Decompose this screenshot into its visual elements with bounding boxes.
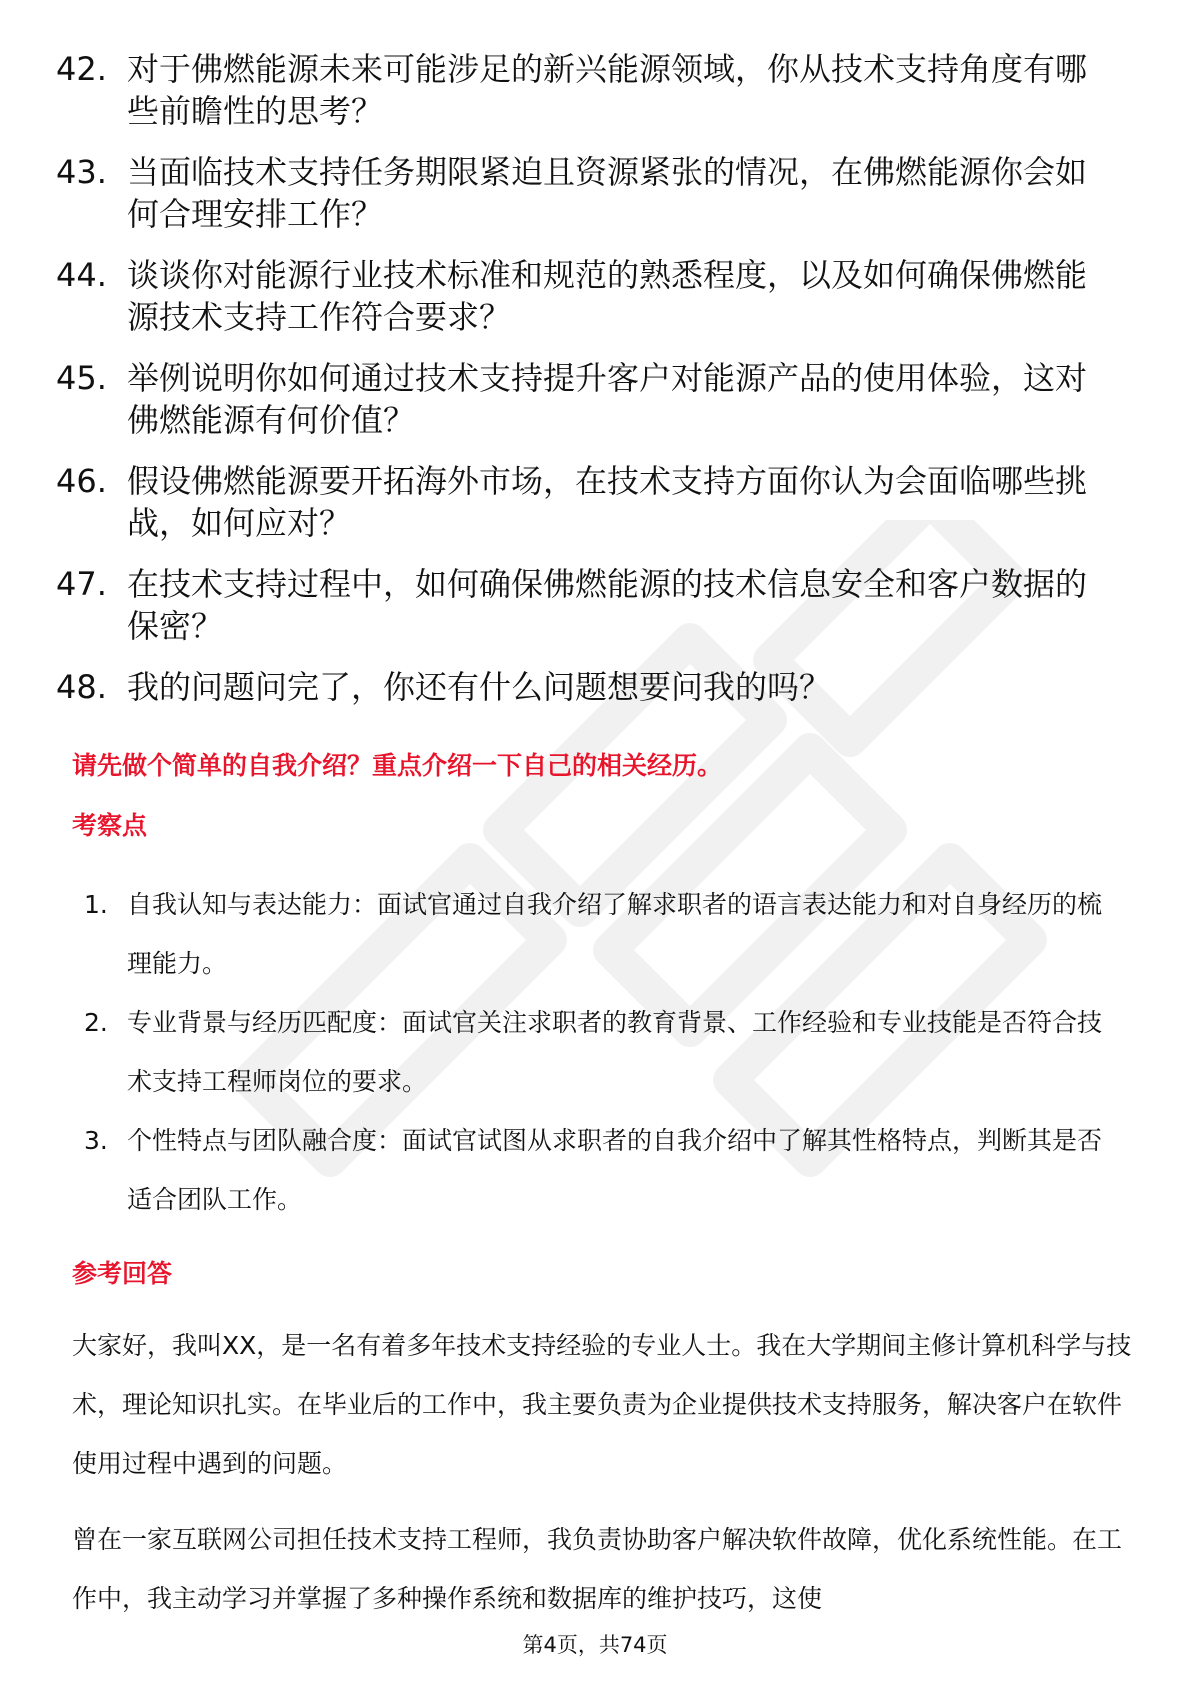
focus-heading: 考察点 (72, 811, 148, 840)
focus-point (0, 993, 1190, 1111)
question-number: 43. (56, 153, 107, 191)
question-item (0, 254, 1190, 338)
question-number: 46. (56, 462, 107, 500)
focus-point-list (0, 875, 1190, 1229)
question-text: 对于佛燃能源未来可能涉足的新兴能源领域，你从技术支持角度有哪些前瞻性的思考？ (127, 50, 1088, 130)
question-item (0, 666, 1190, 708)
question-number: 45. (56, 359, 107, 397)
focus-point-number: 3. (84, 1126, 108, 1155)
question-item (0, 151, 1190, 235)
focus-point-text: 个性特点与团队融合度：面试官试图从求职者的自我介绍中了解其性格特点，判断其是否适合团队工作。 (127, 1126, 1103, 1214)
focus-point-text: 自我认知与表达能力：面试官通过自我介绍了解求职者的语言表达能力和对自身经历的梳理能力。 (127, 890, 1103, 978)
question-list (0, 48, 1190, 727)
question-item (0, 48, 1190, 132)
question-number: 47. (56, 565, 107, 603)
question-text: 假设佛燃能源要开拓海外市场，在技术支持方面你认为会面临哪些挑战，如何应对？ (127, 462, 1088, 542)
section-title: 请先做个简单的自我介绍？重点介绍一下自己的相关经历。 (72, 751, 723, 780)
question-text: 在技术支持过程中，如何确保佛燃能源的技术信息安全和客户数据的保密？ (127, 565, 1088, 645)
focus-point-number: 2. (84, 1008, 108, 1037)
question-number: 48. (56, 668, 107, 706)
focus-point-text: 专业背景与经历匹配度：面试官关注求职者的教育背景、工作经验和专业技能是否符合技术支持工程师岗位的要求。 (127, 1008, 1103, 1096)
page-footer: 第4页，共74页 (522, 1633, 668, 1657)
focus-point-number: 1. (84, 890, 108, 919)
question-text: 当面临技术支持任务期限紧迫且资源紧张的情况，在佛燃能源你会如何合理安排工作？ (127, 153, 1088, 233)
question-text: 谈谈你对能源行业技术标准和规范的熟悉程度，以及如何确保佛燃能源技术支持工作符合要求？ (127, 256, 1088, 336)
answer-paragraph: 曾在一家互联网公司担任技术支持工程师，我负责协助客户解决软件故障，优化系统性能。在工作中，我主动学习并掌握了多种操作系统和数据库的维护技巧，这使 (72, 1525, 1123, 1613)
answer-heading: 参考回答 (72, 1259, 173, 1288)
focus-point (0, 875, 1190, 993)
question-number: 44. (56, 256, 107, 294)
question-item (0, 357, 1190, 441)
answer-paragraph: 大家好，我叫XX，是一名有着多年技术支持经验的专业人士。我在大学期间主修计算机科学与技术，理论知识扎实。在毕业后的工作中，我主要负责为企业提供技术支持服务，解决客户在软件使用过程中遇到的问题。 (72, 1331, 1132, 1478)
question-text: 我的问题问完了，你还有什么问题想要问我的吗？ (127, 668, 832, 706)
question-text: 举例说明你如何通过技术支持提升客户对能源产品的使用体验，这对佛燃能源有何价值？ (127, 359, 1088, 439)
focus-point (0, 1111, 1190, 1229)
question-item (0, 563, 1190, 647)
question-item (0, 460, 1190, 544)
question-number: 42. (56, 50, 107, 88)
